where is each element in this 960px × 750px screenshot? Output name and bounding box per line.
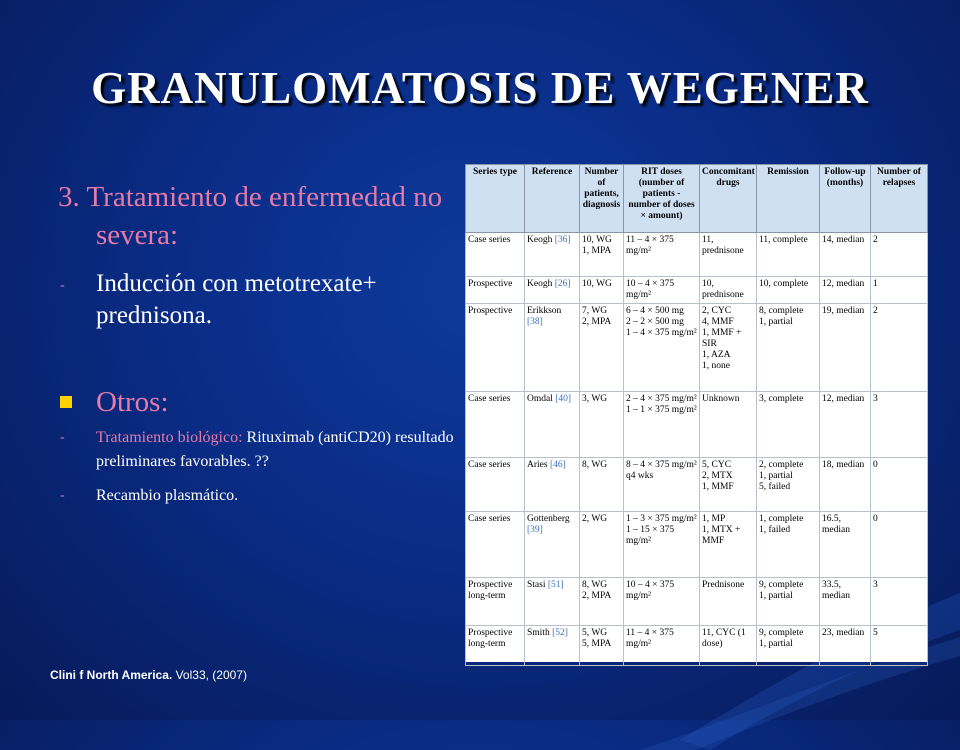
table-cell-follow: 23, median: [820, 626, 871, 666]
table-cell-follow: 33.5, median: [820, 578, 871, 626]
table-cell-doses: 1 – 3 × 375 mg/m² 1 – 15 × 375 mg/m²: [624, 512, 700, 578]
table-row: [466, 392, 928, 458]
reference-number: [38]: [527, 317, 543, 327]
reference-name: Erikkson: [527, 306, 562, 316]
citation-journal: Clini f North America.: [50, 668, 173, 682]
table-cell-relapses: 2: [871, 233, 928, 277]
table-cell-follow: 18, median: [820, 458, 871, 512]
reference-cell: [525, 458, 580, 512]
table-cell-patients: 5, WG 5, MPA: [580, 626, 624, 666]
table-cell-drugs: 1, MP 1, MTX + MMF: [700, 512, 757, 578]
column-header: Concomitant drugs: [700, 165, 757, 233]
table-cell-follow: 12, median: [820, 277, 871, 304]
column-header: Reference: [525, 165, 580, 233]
table-cell-series: Case series: [466, 392, 525, 458]
dash-marker: -: [60, 488, 65, 503]
table-cell-drugs: Unknown: [700, 392, 757, 458]
citation: [50, 668, 247, 682]
column-header: Series type: [466, 165, 525, 233]
otros-text: Otros:: [96, 386, 169, 418]
reference-cell: [525, 304, 580, 392]
table-cell-drugs: 5, CYC 2, MTX 1, MMF: [700, 458, 757, 512]
reference-cell: [525, 512, 580, 578]
table-cell-patients: 8, WG: [580, 458, 624, 512]
data-table: [465, 164, 928, 666]
reference-name: Stasi: [527, 580, 546, 590]
table-cell-drugs: 11, prednisone: [700, 233, 757, 277]
citation-volume: Vol33, (2007): [172, 668, 247, 682]
left-content: [58, 178, 463, 508]
reference-number: [26]: [554, 279, 571, 289]
column-header: Number of patients, diagnosis: [580, 165, 624, 233]
induccion-item: [58, 268, 463, 332]
reference-name: Omdal: [527, 394, 553, 404]
table-cell-remission: 1, complete 1, failed: [757, 512, 820, 578]
table-cell-patients: 3, WG: [580, 392, 624, 458]
table-cell-doses: 2 – 4 × 375 mg/m² 1 – 1 × 375 mg/m²: [624, 392, 700, 458]
rituximab-table: [465, 164, 927, 662]
reference-number: [39]: [527, 525, 543, 535]
reference-cell: [525, 277, 580, 304]
induccion-text: Inducción con metotrexate+ prednisona.: [96, 270, 377, 329]
table-cell-remission: 11, complete: [757, 233, 820, 277]
table-cell-series: Prospective: [466, 277, 525, 304]
plasma-item: [58, 484, 463, 508]
biologic-label: Tratamiento biológico:: [96, 429, 247, 446]
reference-number: [51]: [547, 580, 564, 590]
reference-number: [40]: [555, 394, 572, 404]
table-row: [466, 512, 928, 578]
table-cell-relapses: 3: [871, 578, 928, 626]
table-cell-series: Case series: [466, 233, 525, 277]
square-bullet-icon: [60, 396, 72, 408]
column-header: RIT doses (number of patients - number of doses × amount): [624, 165, 700, 233]
table-cell-series: Prospective long-term: [466, 578, 525, 626]
reference-cell: [525, 626, 580, 666]
reference-number: [36]: [554, 235, 571, 245]
table-cell-patients: 8, WG 2, MPA: [580, 578, 624, 626]
table-cell-relapses: 3: [871, 392, 928, 458]
table-cell-doses: 11 – 4 × 375 mg/m²: [624, 626, 700, 666]
reference-name: Keogh: [527, 279, 553, 289]
table-cell-doses: 6 – 4 × 500 mg 2 – 2 × 500 mg 1 – 4 × 375 mg/m²: [624, 304, 700, 392]
reference-number: [52]: [552, 628, 568, 638]
table-cell-follow: 14, median: [820, 233, 871, 277]
biologic-item: [58, 426, 463, 474]
reference-cell: [525, 578, 580, 626]
reference-name: Smith: [527, 628, 550, 638]
column-header: Number of relapses: [871, 165, 928, 233]
table-cell-relapses: 0: [871, 512, 928, 578]
section-heading: 3. Tratamiento de enfermedad no severa:: [58, 181, 443, 251]
reference-cell: [525, 392, 580, 458]
table-cell-series: Prospective long-term: [466, 626, 525, 666]
table-cell-follow: 12, median: [820, 392, 871, 458]
table-row: [466, 233, 928, 277]
table-row: [466, 578, 928, 626]
table-cell-relapses: 5: [871, 626, 928, 666]
table-cell-series: Prospective: [466, 304, 525, 392]
reference-name: Keogh: [527, 235, 553, 245]
otros-item: [58, 384, 463, 420]
table-header-row: [466, 165, 928, 233]
dash-marker: -: [60, 278, 65, 293]
table-cell-patients: 10, WG: [580, 277, 624, 304]
table-cell-relapses: 2: [871, 304, 928, 392]
table-cell-doses: 11 – 4 × 375 mg/m²: [624, 233, 700, 277]
table-cell-drugs: 10, prednisone: [700, 277, 757, 304]
table-row: [466, 626, 928, 666]
table-cell-remission: 8, complete 1, partial: [757, 304, 820, 392]
slide-title: GRANULOMATOSIS DE WEGENER: [91, 63, 869, 113]
table-cell-drugs: 11, CYC (1 dose): [700, 626, 757, 666]
table-cell-remission: 2, complete 1, partial 5, failed: [757, 458, 820, 512]
table-cell-follow: 19, median: [820, 304, 871, 392]
table-row: [466, 304, 928, 392]
table-cell-patients: 7, WG 2, MPA: [580, 304, 624, 392]
table-cell-patients: 2, WG: [580, 512, 624, 578]
table-cell-doses: 10 – 4 × 375 mg/m²: [624, 578, 700, 626]
table-cell-patients: 10, WG 1, MPA: [580, 233, 624, 277]
table-cell-drugs: Prednisone: [700, 578, 757, 626]
table-cell-remission: 10, complete: [757, 277, 820, 304]
table-cell-relapses: 0: [871, 458, 928, 512]
table-cell-remission: 9, complete 1, partial: [757, 626, 820, 666]
reference-name: Gottenberg: [527, 514, 570, 524]
column-header: Follow-up (months): [820, 165, 871, 233]
table-cell-drugs: 2, CYC 4, MMF 1, MMF + SIR 1, AZA 1, none: [700, 304, 757, 392]
table-cell-remission: 9, complete 1, partial: [757, 578, 820, 626]
table-cell-doses: 10 – 4 × 375 mg/m²: [624, 277, 700, 304]
plasma-text: Recambio plasmático.: [96, 487, 239, 504]
table-row: [466, 277, 928, 304]
table-cell-doses: 8 – 4 × 375 mg/m² q4 wks: [624, 458, 700, 512]
reference-cell: [525, 233, 580, 277]
biologic-text: Rituximab (antiCD20) resultado preliminares favorables. ??: [96, 429, 454, 470]
table-cell-series: Case series: [466, 512, 525, 578]
table-cell-relapses: 1: [871, 277, 928, 304]
table-cell-remission: 3, complete: [757, 392, 820, 458]
table-cell-follow: 16.5, median: [820, 512, 871, 578]
table-row: [466, 458, 928, 512]
reference-name: Aries: [527, 460, 548, 470]
dash-marker: -: [60, 430, 65, 445]
reference-number: [46]: [549, 460, 566, 470]
column-header: Remission: [757, 165, 820, 233]
table-cell-series: Case series: [466, 458, 525, 512]
